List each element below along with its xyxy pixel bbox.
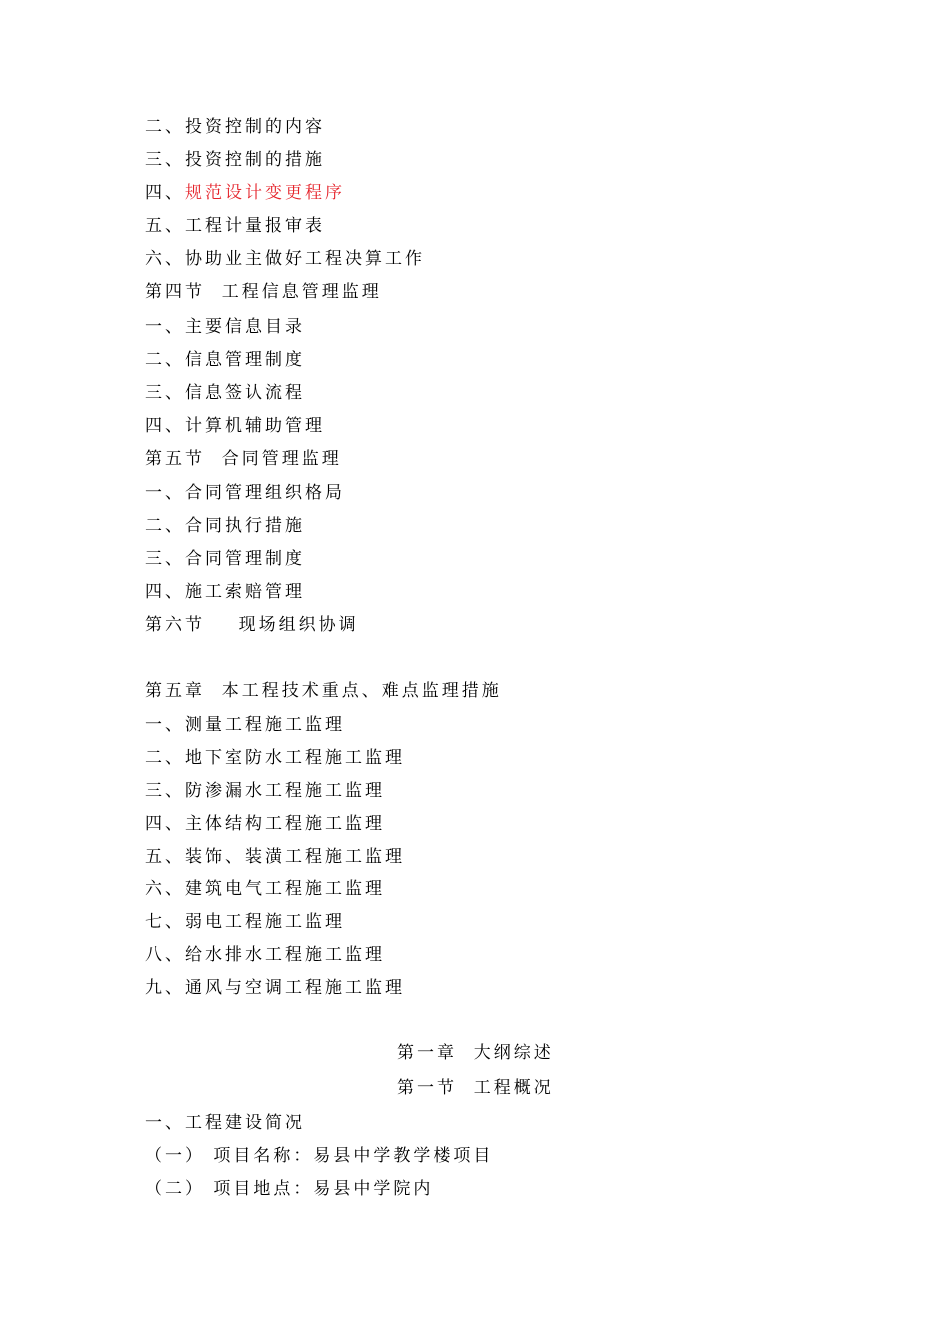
chapter-title: 第五章 本工程技术重点、难点监理措施 bbox=[145, 681, 502, 701]
toc-line: 九、通风与空调工程施工监理 bbox=[145, 978, 405, 998]
toc-line: 四、施工索赔管理 bbox=[145, 582, 305, 602]
subsection-heading: 一、工程建设简况 bbox=[145, 1113, 305, 1133]
toc-line: 一、主要信息目录 bbox=[145, 317, 305, 337]
section-title: 第四节 工程信息管理监理 bbox=[145, 282, 382, 302]
toc-line: 二、投资控制的内容 bbox=[145, 117, 325, 137]
section-title: 第六节 现场组织协调 bbox=[145, 615, 359, 635]
toc-line: 六、建筑电气工程施工监理 bbox=[145, 879, 385, 899]
toc-line-highlighted: 四、规范设计变更程序 bbox=[145, 183, 345, 203]
toc-line: 一、测量工程施工监理 bbox=[145, 715, 345, 735]
body-paragraph: （一） 项目名称：易县中学教学楼项目 bbox=[145, 1146, 494, 1166]
toc-line: 三、信息签认流程 bbox=[145, 383, 305, 403]
toc-line: 二、地下室防水工程施工监理 bbox=[145, 748, 405, 768]
toc-line: 一、合同管理组织格局 bbox=[145, 483, 345, 503]
toc-line: 四、计算机辅助管理 bbox=[145, 416, 325, 436]
toc-line: 二、合同执行措施 bbox=[145, 516, 305, 536]
toc-line: 八、给水排水工程施工监理 bbox=[145, 945, 385, 965]
highlighted-text: 规范设计变更程序 bbox=[185, 183, 345, 203]
toc-line: 五、装饰、装潢工程施工监理 bbox=[145, 847, 405, 867]
section-title: 第五节 合同管理监理 bbox=[145, 449, 342, 469]
toc-line: 五、工程计量报审表 bbox=[145, 216, 325, 236]
toc-line: 三、防渗漏水工程施工监理 bbox=[145, 781, 385, 801]
toc-line: 三、合同管理制度 bbox=[145, 549, 305, 569]
section-heading: 第一节 工程概况 bbox=[397, 1078, 554, 1098]
body-paragraph: （二） 项目地点：易县中学院内 bbox=[145, 1179, 434, 1199]
chapter-heading: 第一章 大纲综述 bbox=[397, 1043, 554, 1063]
toc-line: 四、主体结构工程施工监理 bbox=[145, 814, 385, 834]
toc-line: 三、投资控制的措施 bbox=[145, 150, 325, 170]
toc-line: 七、弱电工程施工监理 bbox=[145, 912, 345, 932]
toc-line: 六、协助业主做好工程决算工作 bbox=[145, 249, 425, 269]
toc-line: 二、信息管理制度 bbox=[145, 350, 305, 370]
